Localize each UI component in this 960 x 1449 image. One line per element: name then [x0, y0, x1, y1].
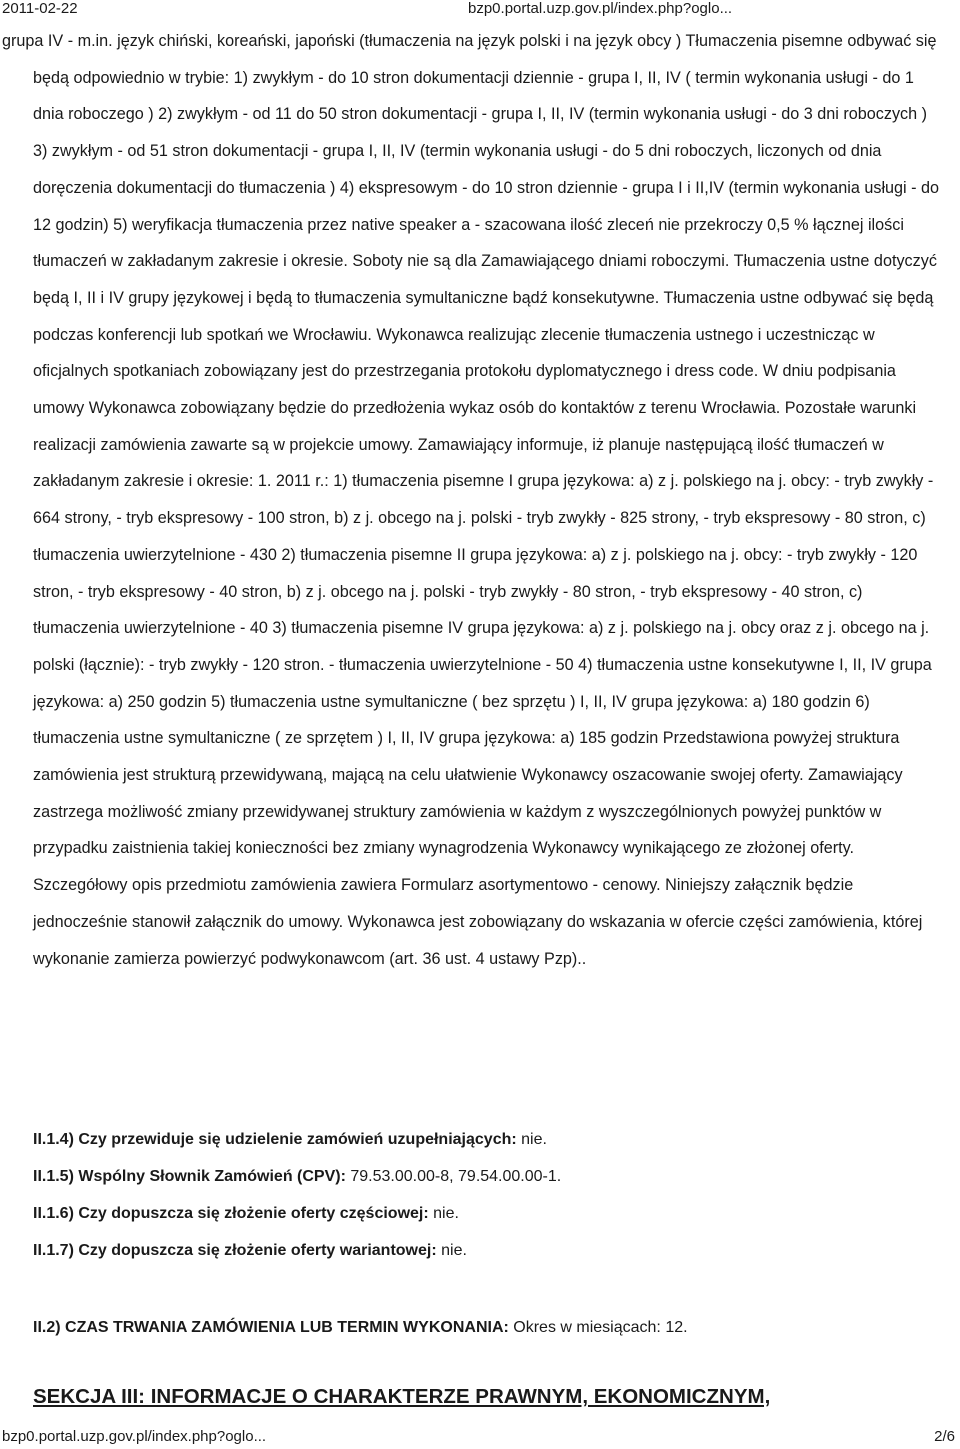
item-ii-1-4 [33, 1128, 945, 1165]
item-value: nie. [441, 1242, 467, 1259]
section-ii-2 [33, 1316, 688, 1340]
print-header-url: bzp0.portal.uzp.gov.pl/index.php?oglo... [468, 0, 733, 17]
body-text: język chiński, koreański, japoński (tłumaczenia na język polski i na język obcy ) Tłumaczenia pisemne odbywać się będą odpowiednio w trybie: 1) zwykłym - do 10 stron dokumentacji dziennie - grupa I, II, IV ( termin wykonania usługi - do 1 dnia roboczego ) 2) zwykłym - od 11 do 50 stron dokumentacji - grupa I, II, IV (termin wykonania usługi - do 3 dni roboczych ) 3) zwykłym - od 51 stron dokumentacji - grupa I, II, IV (termin wykonania usługi - do 5 dni roboczych, liczonych od dnia doręczenia dokumentacji do tłumaczenia ) 4) ekspresowym - do 10 stron dziennie - grupa I i II,IV (termin wykonania usługi - do 12 godzin) 5) weryfikacja tłumaczenia przez native speaker a - szacowana ilość zleceń nie przekroczy 0,5 % łącznej ilości tłumaczeń w zakładanym zakresie i okresie. Soboty nie są dla Zamawiającego dniami roboczymi. Tłumaczenia ustne dotyczyć będą I, II i IV grupy językowej i będą to tłumaczenia symultaniczne bądź konsekutywne. Tłumaczenia ustne odbywać się będą podczas konferencji lub spotkań we Wrocławiu. Wykonawca realizując zlecenie tłumaczenia ustnego i uczestnicząc w oficjalnych spotkaniach zobowiązany jest do przestrzegania protokołu dyplomatycznego i dress code. W dniu podpisania umowy Wykonawca zobowiązany będzie do przedłożenia wykaz osób do kontaktów z terenu Wrocławia. Pozostałe warunki realizacji zamówienia zawarte są w projekcie umowy. Zamawiający informuje, iż planuje następującą ilość tłumaczeń w zakładanym zakresie i okresie: 1. 2011 r.: 1) tłumaczenia pisemne I grupa językowa: a) z j. polskiego na j. obcy: - tryb zwykły - 664 strony, - tryb ekspresowy - 100 stron, b) z j. obcego na j. polski - tryb zwykły - 825 strony, - tryb ekspresowy - 80 stron, c) tłumaczenia uwierzytelnione - 430 2) tłumaczenia pisemne II grupa językowa: a) z j. polskiego na j. obcy: - tryb zwykły - 120 stron, - tryb ekspresowy - 40 stron, b) z j. obcego na j. polski - tryb zwykły - 80 stron, - tryb ekspresowy - 40 stron, c) tłumaczenia uwierzytelnione - 40 3) tłumaczenia pisemne IV grupa językowa: a) z j. polskiego na j. obcy oraz z j. obcego na j. polski (łącznie): - tryb zwykły - 120 stron. - tłumaczenia uwierzytelnione - 50 4) tłumaczenia ustne konsekutywne I, II, IV grupa językowa: a) 250 godzin 5) tłumaczenia ustne symultaniczne ( bez sprzętu ) I, II, IV grupa językowa: a) 180 godzin 6) tłumaczenia ustne symultaniczne ( ze sprzętem ) I, II, IV grupa językowa: a) 185 godzin Przedstawiona powyżej struktura zamówienia jest strukturą przewidywaną, mającą na celu ułatwienie Wykonawcy oszacowanie swojej oferty. Zamawiający zastrzega możliwość zmiany przewidywanej struktury zamówienia w każdym z wyszczególnionych powyżej punktów w przypadku zaistnienia takiej konieczności bez zmiany wynagrodzenia Wykonawcy wynikającego ze złożonej oferty. Szczegółowy opis przedmiotu zamówienia zawiera Formularz asortymentowo - cenowy. Niniejszy załącznik będzie jednocześnie stanowił załącznik do umowy. Wykonawca jest zobowiązany do wskazania w ofercie części zamówienia, której wykonanie zamierza powierzyć podwykonawcom (art. 36 ust. 4 ustawy Pzp).. [33, 32, 940, 968]
item-label: II.1.6) Czy dopuszcza się złożenie oferty częściowej: [33, 1205, 429, 1222]
item-ii-1-5 [33, 1165, 945, 1202]
section-items [33, 1128, 945, 1276]
body-prefix: grupa IV - m.in. [2, 32, 118, 50]
document-body [2, 23, 945, 977]
item-label: II.1.4) Czy przewiduje się udzielenie zamówień uzupełniających: [33, 1131, 517, 1148]
section-ii-2-label: II.2) CZAS TRWANIA ZAMÓWIENIA LUB TERMIN WYKONANIA: [33, 1319, 509, 1336]
print-date: 2011-02-22 [2, 0, 78, 17]
item-ii-1-7 [33, 1239, 945, 1276]
item-ii-1-6 [33, 1202, 945, 1239]
print-footer-url: bzp0.portal.uzp.gov.pl/index.php?oglo... [2, 1428, 267, 1445]
page-number: 2/6 [934, 1428, 955, 1445]
item-value: 79.53.00.00-8, 79.54.00.00-1. [350, 1168, 562, 1185]
section-ii-2-value: Okres w miesiącach: 12. [513, 1319, 688, 1336]
section-iii-heading: SEKCJA III: INFORMACJE O CHARAKTERZE PRAWNYM, EKONOMICZNYM, [33, 1385, 771, 1408]
item-label: II.1.7) Czy dopuszcza się złożenie oferty wariantowej: [33, 1242, 437, 1259]
item-value: nie. [433, 1205, 459, 1222]
item-value: nie. [521, 1131, 547, 1148]
item-label: II.1.5) Wspólny Słownik Zamówień (CPV): [33, 1168, 346, 1185]
